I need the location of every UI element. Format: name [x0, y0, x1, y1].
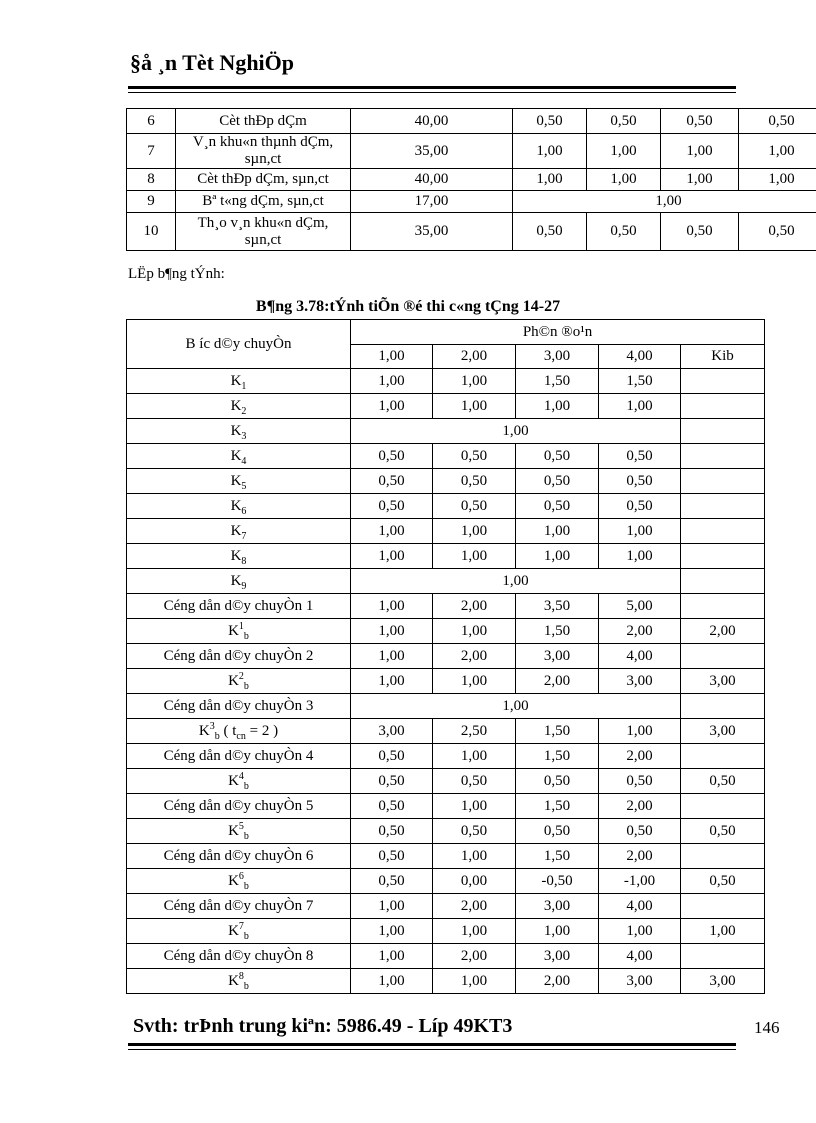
kib-cell [681, 519, 765, 544]
value-cell: 1,00 [661, 169, 739, 191]
value-cell: 1,00 [433, 669, 516, 694]
value-cell: 1,00 [516, 519, 599, 544]
value-cell: 2,00 [433, 644, 516, 669]
page-header-title: §å ¸n Tèt NghiÖp [130, 50, 295, 75]
label-text: K [230, 447, 242, 464]
value-cell: 0,50 [587, 109, 661, 134]
value-cell: 1,00 [351, 594, 433, 619]
table-row [127, 494, 765, 519]
value-cell: 2,00 [516, 669, 599, 694]
value-cell: 0,50 [599, 444, 681, 469]
kib-cell [681, 494, 765, 519]
label-text: K [198, 722, 210, 739]
value-cell: 3,50 [516, 594, 599, 619]
value-cell: 0,50 [599, 469, 681, 494]
value-cell: 1,00 [661, 134, 739, 169]
header-col: 4,00 [599, 345, 681, 369]
value-cell: 1,50 [516, 719, 599, 744]
kib-cell [681, 394, 765, 419]
value-cell: 1,00 [513, 134, 587, 169]
label-subscript: 8 [241, 555, 247, 567]
label-subscript: 5 [241, 480, 247, 492]
label-text: K [230, 372, 242, 389]
value-cell: 1,00 [433, 519, 516, 544]
value-cell: 2,50 [433, 719, 516, 744]
value-cell: 1,00 [433, 369, 516, 394]
step-label [127, 819, 351, 844]
table-row [127, 769, 765, 794]
table-row [127, 794, 765, 819]
value-cell: 1,00 [351, 969, 433, 994]
label-text: Céng dån d©y chuyÒn 7 [163, 897, 314, 914]
step-label [127, 944, 351, 969]
label-superscript: 2 [238, 670, 244, 682]
value-cell: 1,00 [513, 169, 587, 191]
work-item-name: V¸n khu«n thµnh dÇm, sµn,ct [176, 134, 351, 169]
value-cell: 2,00 [433, 594, 516, 619]
value-cell: 0,50 [516, 769, 599, 794]
label-subscript: b [214, 730, 220, 742]
value-cell: 1,00 [351, 369, 433, 394]
step-label [127, 544, 351, 569]
value-cell: 1,50 [599, 369, 681, 394]
quantity-cell: 40,00 [351, 169, 513, 191]
kib-cell [681, 369, 765, 394]
table-row [127, 619, 765, 644]
value-cell: -1,00 [599, 869, 681, 894]
value-cell: 2,00 [599, 619, 681, 644]
value-cell: 0,50 [351, 869, 433, 894]
label-subscript: b [243, 680, 249, 692]
label-text: K [228, 672, 239, 689]
label-superscript: 5 [238, 820, 244, 832]
table-row [127, 369, 765, 394]
kib-cell [681, 444, 765, 469]
value-cell: 1,00 [599, 394, 681, 419]
merged-value-cell: 1,00 [351, 694, 681, 719]
label-subscript: 2 [241, 405, 247, 417]
label-subscript: b [243, 830, 249, 842]
table-row [127, 969, 765, 994]
kib-cell [681, 744, 765, 769]
value-cell: 0,50 [513, 109, 587, 134]
step-label [127, 494, 351, 519]
step-label [127, 469, 351, 494]
schedule-table [126, 319, 765, 994]
value-cell: 0,50 [516, 469, 599, 494]
value-cell: 0,50 [739, 109, 816, 134]
value-cell: 1,00 [351, 394, 433, 419]
value-cell: 0,50 [513, 213, 587, 251]
note-text: LËp b¶ng tÝnh: [128, 266, 225, 282]
step-label [127, 869, 351, 894]
label-text: K [230, 472, 242, 489]
label-text: Céng dån d©y chuyÒn 2 [163, 647, 314, 664]
value-cell: 1,00 [516, 544, 599, 569]
value-cell: 2,00 [599, 744, 681, 769]
value-cell: 5,00 [599, 594, 681, 619]
value-cell: 1,00 [351, 944, 433, 969]
kib-cell: 1,00 [681, 919, 765, 944]
work-item-name: Cèt thÐp dÇm, sµn,ct [176, 169, 351, 191]
step-label [127, 419, 351, 444]
value-cell: 3,00 [599, 669, 681, 694]
kib-cell [681, 694, 765, 719]
page-number: 146 [754, 1018, 780, 1037]
value-cell: 0,50 [351, 444, 433, 469]
label-subscript: 6 [241, 505, 247, 517]
label-subscript: b [243, 930, 249, 942]
value-cell: 0,50 [516, 494, 599, 519]
label-subscript: 9 [241, 580, 247, 592]
step-label [127, 619, 351, 644]
table-row [127, 819, 765, 844]
label-superscript: 4 [238, 770, 244, 782]
label-subscript: 3 [241, 430, 247, 442]
value-cell: 1,00 [351, 619, 433, 644]
value-cell: 3,00 [599, 969, 681, 994]
kib-cell: 0,50 [681, 819, 765, 844]
value-cell: 2,00 [599, 794, 681, 819]
label-superscript: 3 [209, 720, 215, 732]
label-text: K [230, 422, 242, 439]
value-cell: -0,50 [516, 869, 599, 894]
value-cell: 0,50 [587, 213, 661, 251]
step-label [127, 444, 351, 469]
value-cell: 1,00 [351, 919, 433, 944]
kib-cell: 3,00 [681, 719, 765, 744]
value-cell: 0,50 [351, 794, 433, 819]
value-cell: 0,50 [351, 744, 433, 769]
table-row [127, 919, 765, 944]
value-cell: 1,00 [433, 619, 516, 644]
value-cell: 1,00 [599, 919, 681, 944]
label-text: K [228, 922, 239, 939]
value-cell: 1,50 [516, 369, 599, 394]
value-cell: 1,00 [587, 169, 661, 191]
value-cell: 1,00 [433, 544, 516, 569]
merged-value-cell: 1,00 [351, 419, 681, 444]
value-cell: 0,50 [739, 213, 816, 251]
table-row [127, 134, 816, 169]
value-cell: 1,00 [433, 919, 516, 944]
value-cell: 0,50 [599, 819, 681, 844]
label-subscript: b [243, 880, 249, 892]
kib-cell: 0,50 [681, 869, 765, 894]
quantity-cell: 17,00 [351, 191, 513, 213]
value-cell: 1,00 [599, 719, 681, 744]
header-col: 3,00 [516, 345, 599, 369]
step-label [127, 519, 351, 544]
label-text: K [230, 497, 242, 514]
label-text: Céng dån d©y chuyÒn 8 [163, 947, 314, 964]
label-text: K [228, 872, 239, 889]
value-cell: 0,50 [433, 819, 516, 844]
value-cell: 0,50 [599, 769, 681, 794]
value-cell: 0,50 [433, 469, 516, 494]
value-cell: 0,50 [351, 819, 433, 844]
value-cell: 1,00 [351, 644, 433, 669]
table-row [127, 594, 765, 619]
label-text: K [228, 972, 239, 989]
kib-cell: 3,00 [681, 669, 765, 694]
step-label [127, 769, 351, 794]
table-row [127, 869, 765, 894]
label-text: K [230, 547, 242, 564]
value-cell: 0,50 [351, 769, 433, 794]
value-cell: 1,00 [739, 169, 816, 191]
label-text: K [228, 772, 239, 789]
footer-rule-thin [128, 1049, 736, 1050]
value-cell: 1,00 [599, 544, 681, 569]
row-number: 9 [127, 191, 176, 213]
kib-cell [681, 844, 765, 869]
value-cell: 2,00 [433, 894, 516, 919]
table-row [127, 744, 765, 769]
kib-cell [681, 569, 765, 594]
value-cell: 2,00 [516, 969, 599, 994]
value-cell: 0,50 [351, 469, 433, 494]
value-cell: 0,50 [433, 494, 516, 519]
value-cell: 0,50 [351, 494, 433, 519]
table-row [127, 844, 765, 869]
merged-value-cell: 1,00 [513, 191, 816, 213]
value-cell: 1,00 [433, 844, 516, 869]
kib-cell [681, 644, 765, 669]
row-number: 7 [127, 134, 176, 169]
step-label [127, 569, 351, 594]
value-cell: 0,50 [433, 769, 516, 794]
quantity-cell: 40,00 [351, 109, 513, 134]
value-cell: 0,50 [516, 819, 599, 844]
footer-text: Svth: trÞnh trung kiªn: 5986.49 - Líp 49KT3 [133, 1015, 513, 1037]
row-number: 8 [127, 169, 176, 191]
step-label [127, 644, 351, 669]
table-row [127, 213, 816, 251]
table-row [127, 569, 765, 594]
value-cell: 0,50 [351, 844, 433, 869]
label-superscript: 6 [238, 870, 244, 882]
value-cell: 3,00 [516, 944, 599, 969]
label-superscript: 8 [238, 970, 244, 982]
header-segment-group: Ph©n ®o¹n [351, 320, 765, 345]
step-label [127, 694, 351, 719]
row-number: 10 [127, 213, 176, 251]
value-cell: 4,00 [599, 644, 681, 669]
value-cell: 0,50 [516, 444, 599, 469]
value-cell: 4,00 [599, 894, 681, 919]
value-cell: 1,00 [351, 519, 433, 544]
table-caption: B¶ng 3.78:tÝnh tiÕn ®é thi c«ng tÇng 14-27 [255, 298, 561, 315]
kib-cell [681, 944, 765, 969]
header-col: 1,00 [351, 345, 433, 369]
footer-rule [128, 1043, 736, 1046]
kib-cell: 3,00 [681, 969, 765, 994]
table-row [127, 444, 765, 469]
table-row [127, 694, 765, 719]
table-row [127, 944, 765, 969]
value-cell: 1,00 [516, 394, 599, 419]
label-subscript: 1 [241, 380, 247, 392]
value-cell: 0,50 [599, 494, 681, 519]
table-row [127, 191, 816, 213]
quantity-cell: 35,00 [351, 213, 513, 251]
label-text: K [228, 622, 239, 639]
header-step: B íc d©y chuyÒn [127, 320, 351, 369]
value-cell: 1,00 [433, 394, 516, 419]
value-cell: 1,00 [516, 919, 599, 944]
table-row [127, 394, 765, 419]
value-cell: 1,00 [433, 794, 516, 819]
label-text: K [230, 522, 242, 539]
label-superscript: 7 [238, 920, 244, 932]
kib-cell [681, 594, 765, 619]
label-text: K [230, 572, 242, 589]
value-cell: 1,00 [351, 669, 433, 694]
header-rule-thin [128, 92, 736, 93]
value-cell: 3,00 [516, 894, 599, 919]
work-items-table [126, 108, 816, 251]
step-label [127, 919, 351, 944]
value-cell: 0,50 [433, 444, 516, 469]
kib-cell [681, 469, 765, 494]
value-cell: 1,50 [516, 744, 599, 769]
label-subscript: b [243, 980, 249, 992]
step-label [127, 719, 351, 744]
kib-cell [681, 794, 765, 819]
table-row [127, 644, 765, 669]
label-text: Céng dån d©y chuyÒn 4 [163, 747, 314, 764]
table-row [127, 519, 765, 544]
label-extra: ( t [219, 722, 237, 739]
value-cell: 0,50 [661, 109, 739, 134]
table-row [127, 469, 765, 494]
work-item-name: Cèt thÐp dÇm [176, 109, 351, 134]
value-cell: 1,00 [599, 519, 681, 544]
step-label [127, 669, 351, 694]
value-cell: 1,00 [739, 134, 816, 169]
header-rule [128, 86, 736, 89]
table-row [127, 894, 765, 919]
kib-cell [681, 894, 765, 919]
label-text: Céng dån d©y chuyÒn 6 [163, 847, 314, 864]
label-extra-tail: = 2 ) [245, 722, 279, 739]
label-subscript: b [243, 780, 249, 792]
value-cell: 0,50 [661, 213, 739, 251]
table-row [127, 109, 816, 134]
label-extra-subscript: cn [236, 730, 246, 742]
label-text: Céng dån d©y chuyÒn 1 [163, 597, 314, 614]
value-cell: 1,00 [351, 544, 433, 569]
value-cell: 0,00 [433, 869, 516, 894]
quantity-cell: 35,00 [351, 134, 513, 169]
row-number: 6 [127, 109, 176, 134]
step-label [127, 369, 351, 394]
value-cell: 2,00 [433, 944, 516, 969]
value-cell: 1,00 [587, 134, 661, 169]
header-col-kib: Kib [681, 345, 765, 369]
value-cell: 3,00 [516, 644, 599, 669]
value-cell: 2,00 [599, 844, 681, 869]
work-item-name: Bª t«ng dÇm, sµn,ct [176, 191, 351, 213]
table-row [127, 419, 765, 444]
kib-cell [681, 544, 765, 569]
header-col: 2,00 [433, 345, 516, 369]
label-text: Céng dån d©y chuyÒn 5 [163, 797, 314, 814]
label-subscript: 4 [241, 455, 247, 467]
value-cell: 1,50 [516, 619, 599, 644]
step-label [127, 794, 351, 819]
value-cell: 1,00 [433, 744, 516, 769]
label-text: K [230, 397, 242, 414]
label-superscript: 1 [238, 620, 244, 632]
kib-cell [681, 419, 765, 444]
kib-cell: 0,50 [681, 769, 765, 794]
label-text: Céng dån d©y chuyÒn 3 [163, 697, 314, 714]
label-subscript: b [243, 630, 249, 642]
merged-value-cell: 1,00 [351, 569, 681, 594]
step-label [127, 894, 351, 919]
label-subscript: 7 [241, 530, 247, 542]
table-row [127, 544, 765, 569]
step-label [127, 394, 351, 419]
step-label [127, 844, 351, 869]
table-row [127, 669, 765, 694]
value-cell: 1,50 [516, 844, 599, 869]
table-row [127, 169, 816, 191]
step-label [127, 969, 351, 994]
label-text: K [228, 822, 239, 839]
value-cell: 3,00 [351, 719, 433, 744]
value-cell: 1,00 [433, 969, 516, 994]
step-label [127, 744, 351, 769]
step-label [127, 594, 351, 619]
value-cell: 4,00 [599, 944, 681, 969]
value-cell: 1,50 [516, 794, 599, 819]
table-row [127, 719, 765, 744]
work-item-name: Th¸o v¸n khu«n dÇm, sµn,ct [176, 213, 351, 251]
kib-cell: 2,00 [681, 619, 765, 644]
value-cell: 1,00 [351, 894, 433, 919]
